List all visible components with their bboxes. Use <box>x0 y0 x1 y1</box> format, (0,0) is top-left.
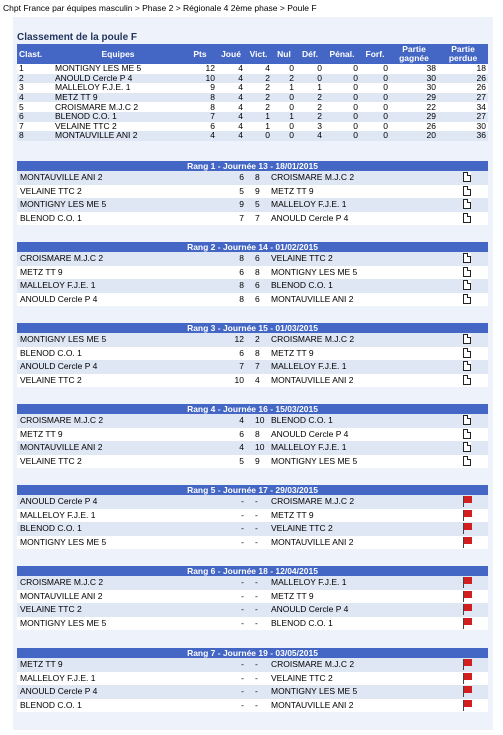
away-score: 10 <box>255 415 265 425</box>
home-score: - <box>241 509 244 520</box>
flag-icon[interactable] <box>463 496 473 507</box>
home-team: MONTAUVILLE ANI 2 <box>20 172 103 182</box>
home-team: METZ TT 9 <box>20 428 63 439</box>
away-score: 4 <box>255 374 260 385</box>
standings-cell-played: 4 <box>217 131 245 141</box>
away-score: - <box>255 496 258 506</box>
standings-cell-penalties: 0 <box>324 112 360 122</box>
home-team: VELAINE TTC 2 <box>20 374 82 385</box>
away-score: - <box>255 686 258 696</box>
match-row <box>17 428 488 442</box>
flag-icon[interactable] <box>463 618 473 629</box>
away-score: - <box>255 523 258 533</box>
flag-icon[interactable] <box>463 510 473 521</box>
document-icon[interactable] <box>463 280 473 291</box>
home-team: CROISMARE M.J.C 2 <box>20 415 104 425</box>
away-score: - <box>255 699 258 710</box>
away-score: - <box>255 604 258 614</box>
standings-cell-losses: 0 <box>296 64 324 74</box>
standings-cell-rank: 8 <box>17 131 53 141</box>
document-icon[interactable] <box>463 361 473 372</box>
standings-cell-losses: 4 <box>296 131 324 141</box>
match-row <box>17 185 488 199</box>
document-icon[interactable] <box>463 375 473 386</box>
standings-cell-games-lost: 26 <box>438 74 488 84</box>
flag-icon[interactable] <box>463 673 473 684</box>
standings-cell-forfeits: 0 <box>360 112 390 122</box>
standings-cell-penalties: 0 <box>324 83 360 93</box>
standings-cell-rank: 4 <box>17 93 53 103</box>
standings-cell-games-won: 30 <box>390 74 438 84</box>
away-team: MALLELOY F.J.E. 1 <box>271 577 347 587</box>
away-team: METZ TT 9 <box>271 347 314 358</box>
standings-cell-draws: 1 <box>272 83 296 93</box>
document-icon[interactable] <box>463 213 473 224</box>
home-score: - <box>241 672 244 683</box>
round-block <box>17 648 488 712</box>
match-row <box>17 536 488 550</box>
round-header: Rang 7 - Journée 19 - 03/05/2015 <box>17 648 488 658</box>
standings-cell-games-lost: 26 <box>438 83 488 93</box>
flag-icon[interactable] <box>463 591 473 602</box>
away-team: MALLELOY F.J.E. 1 <box>271 199 347 209</box>
away-team: MONTIGNY LES ME 5 <box>271 686 358 696</box>
col-header-team[interactable]: Equipes <box>53 44 183 64</box>
standings-cell-draws: 0 <box>272 93 296 103</box>
standings-cell-points: 12 <box>183 64 217 74</box>
round-block <box>17 161 488 225</box>
match-row <box>17 509 488 523</box>
home-score: 5 <box>239 185 244 196</box>
away-score: 7 <box>255 212 260 223</box>
standings-cell-penalties: 0 <box>324 102 360 112</box>
flag-icon[interactable] <box>463 659 473 670</box>
away-score: 10 <box>255 442 265 452</box>
away-team: MONTAUVILLE ANI 2 <box>271 293 354 304</box>
round-block <box>17 404 488 468</box>
standings-cell-points: 6 <box>183 122 217 132</box>
match-row <box>17 333 488 347</box>
standings-cell-rank: 3 <box>17 83 53 93</box>
away-score: - <box>255 536 258 547</box>
away-team: BLENOD C.O. 1 <box>271 280 333 290</box>
away-team: METZ TT 9 <box>271 185 314 196</box>
away-score: - <box>255 590 258 601</box>
standings-cell-wins: 0 <box>245 131 272 141</box>
standings-cell-draws: 2 <box>272 74 296 84</box>
round-header: Rang 5 - Journée 17 - 29/03/2015 <box>17 485 488 495</box>
home-team: MONTIGNY LES ME 5 <box>20 617 107 628</box>
home-score: 12 <box>234 334 244 344</box>
match-row <box>17 441 488 455</box>
standings-cell-played: 4 <box>217 83 245 93</box>
standings-cell-wins: 1 <box>245 112 272 122</box>
away-team: METZ TT 9 <box>271 509 314 520</box>
away-team: MALLELOY F.J.E. 1 <box>271 361 347 371</box>
home-score: - <box>241 617 244 628</box>
home-team: ANOULD Cercle P 4 <box>20 361 98 371</box>
home-team: BLENOD C.O. 1 <box>20 212 82 223</box>
round-block <box>17 242 488 306</box>
away-team: MONTIGNY LES ME 5 <box>271 266 358 277</box>
away-team: CROISMARE M.J.C 2 <box>271 172 355 182</box>
document-icon[interactable] <box>463 348 473 359</box>
standings-cell-losses: 2 <box>296 102 324 112</box>
home-team: METZ TT 9 <box>20 266 63 277</box>
standings-cell-losses: 3 <box>296 122 324 132</box>
standings-cell-played: 4 <box>217 93 245 103</box>
home-score: 6 <box>239 428 244 439</box>
standings-cell-forfeits: 0 <box>360 74 390 84</box>
col-header-played[interactable]: Joué <box>217 44 245 64</box>
away-team: MALLELOY F.J.E. 1 <box>271 442 347 452</box>
standings-cell-wins: 2 <box>245 74 272 84</box>
standings-cell-rank: 1 <box>17 64 53 74</box>
match-row <box>17 617 488 631</box>
standings-cell-points: 8 <box>183 102 217 112</box>
home-score: 4 <box>239 415 244 425</box>
home-score: - <box>241 523 244 533</box>
home-score: - <box>241 590 244 601</box>
match-row <box>17 171 488 185</box>
home-team: BLENOD C.O. 1 <box>20 699 82 710</box>
standings-cell-games-lost: 30 <box>438 122 488 132</box>
standings-header-row <box>17 44 488 64</box>
standings-cell-rank: 2 <box>17 74 53 84</box>
match-row <box>17 414 488 428</box>
home-score: 7 <box>239 361 244 371</box>
standings-cell-points: 9 <box>183 83 217 93</box>
standings-cell-wins: 2 <box>245 93 272 103</box>
standings-cell-forfeits: 0 <box>360 83 390 93</box>
document-icon[interactable] <box>463 442 473 453</box>
away-team: BLENOD C.O. 1 <box>271 415 333 425</box>
flag-icon[interactable] <box>463 537 473 548</box>
match-row <box>17 658 488 672</box>
home-score: 8 <box>239 293 244 304</box>
away-score: 8 <box>255 172 260 182</box>
col-header-penalties[interactable]: Pénal. <box>324 44 360 64</box>
match-row <box>17 279 488 293</box>
standings-row <box>17 131 488 141</box>
document-icon[interactable] <box>463 253 473 264</box>
standings-cell-team[interactable]: CROISMARE M.J.C 2 <box>53 102 183 112</box>
home-team: CROISMARE M.J.C 2 <box>20 577 104 587</box>
standings-cell-draws: 0 <box>272 131 296 141</box>
match-row <box>17 347 488 361</box>
flag-icon[interactable] <box>463 604 473 615</box>
standings-table <box>17 44 488 141</box>
away-score: - <box>255 617 258 628</box>
away-score: 6 <box>255 293 260 304</box>
flag-icon[interactable] <box>463 700 473 711</box>
match-row <box>17 212 488 226</box>
document-icon[interactable] <box>463 429 473 440</box>
flag-icon[interactable] <box>463 577 473 588</box>
match-row <box>17 522 488 536</box>
standings-cell-points: 8 <box>183 93 217 103</box>
standings-cell-team[interactable]: BLENOD C.O. 1 <box>53 112 183 122</box>
match-row <box>17 252 488 266</box>
match-row <box>17 603 488 617</box>
standings-cell-games-lost: 27 <box>438 112 488 122</box>
round-block <box>17 566 488 630</box>
standings-cell-forfeits: 0 <box>360 131 390 141</box>
away-team: CROISMARE M.J.C 2 <box>271 334 355 344</box>
round-header: Rang 1 - Journée 13 - 18/01/2015 <box>17 161 488 171</box>
away-team: CROISMARE M.J.C 2 <box>271 496 355 506</box>
away-score: 6 <box>255 280 260 290</box>
away-score: 8 <box>255 347 260 358</box>
standings-cell-rank: 5 <box>17 102 53 112</box>
home-team: MALLELOY F.J.E. 1 <box>20 509 96 520</box>
standings-cell-draws: 0 <box>272 102 296 112</box>
standings-cell-games-lost: 36 <box>438 131 488 141</box>
away-score: - <box>255 577 258 587</box>
home-score: 4 <box>239 442 244 452</box>
away-score: - <box>255 509 258 520</box>
home-score: - <box>241 699 244 710</box>
col-header-forfeits[interactable]: Forf. <box>360 44 390 64</box>
away-score: 9 <box>255 185 260 196</box>
home-score: - <box>241 604 244 614</box>
standings-cell-team[interactable]: METZ TT 9 <box>53 93 183 103</box>
match-row <box>17 699 488 713</box>
home-team: MALLELOY F.J.E. 1 <box>20 672 96 683</box>
standings-cell-played: 4 <box>217 74 245 84</box>
breadcrumb[interactable]: Chpt France par équipes masculin > Phase 2 > Régionale 4 2ème phase > Poule F <box>3 3 317 13</box>
section-title: Classement de la poule F <box>17 32 138 43</box>
match-row <box>17 672 488 686</box>
standings-cell-forfeits: 0 <box>360 122 390 132</box>
col-header-rank[interactable]: Clast. <box>17 44 53 64</box>
home-score: 8 <box>239 253 244 263</box>
away-score: - <box>255 659 258 669</box>
standings-cell-games-won: 30 <box>390 83 438 93</box>
home-score: 9 <box>239 199 244 209</box>
standings-cell-played: 4 <box>217 102 245 112</box>
document-icon[interactable] <box>463 199 473 210</box>
document-icon[interactable] <box>463 186 473 197</box>
away-team: MONTIGNY LES ME 5 <box>271 455 358 466</box>
away-team: MONTAUVILLE ANI 2 <box>271 699 354 710</box>
standings-cell-games-won: 38 <box>390 64 438 74</box>
standings-cell-wins: 4 <box>245 64 272 74</box>
standings-cell-penalties: 0 <box>324 122 360 132</box>
away-score: 2 <box>255 334 260 344</box>
standings-cell-draws: 1 <box>272 112 296 122</box>
home-score: 6 <box>239 266 244 277</box>
standings-cell-rank: 7 <box>17 122 53 132</box>
standings-cell-played: 4 <box>217 64 245 74</box>
standings-cell-forfeits: 0 <box>360 64 390 74</box>
standings-cell-penalties: 0 <box>324 93 360 103</box>
round-header: Rang 3 - Journée 15 - 01/03/2015 <box>17 323 488 333</box>
home-team: VELAINE TTC 2 <box>20 455 82 466</box>
home-team: VELAINE TTC 2 <box>20 604 82 614</box>
away-score: 6 <box>255 253 260 263</box>
home-score: 10 <box>234 374 244 385</box>
standings-cell-forfeits: 0 <box>360 102 390 112</box>
away-team: VELAINE TTC 2 <box>271 253 333 263</box>
match-row <box>17 198 488 212</box>
standings-cell-penalties: 0 <box>324 131 360 141</box>
standings-cell-games-lost: 34 <box>438 102 488 112</box>
home-team: METZ TT 9 <box>20 659 63 669</box>
match-row <box>17 374 488 388</box>
standings-cell-games-won: 29 <box>390 112 438 122</box>
match-row <box>17 293 488 307</box>
match-row <box>17 495 488 509</box>
round-block <box>17 485 488 549</box>
standings-cell-wins: 2 <box>245 102 272 112</box>
standings-cell-games-lost: 27 <box>438 93 488 103</box>
home-score: - <box>241 686 244 696</box>
away-team: ANOULD Cercle P 4 <box>271 212 349 223</box>
standings-cell-games-won: 26 <box>390 122 438 132</box>
away-team: VELAINE TTC 2 <box>271 523 333 533</box>
away-team: BLENOD C.O. 1 <box>271 617 333 628</box>
standings-cell-penalties: 0 <box>324 64 360 74</box>
standings-cell-games-lost: 18 <box>438 64 488 74</box>
away-score: 7 <box>255 361 260 371</box>
away-team: CROISMARE M.J.C 2 <box>271 659 355 669</box>
home-team: VELAINE TTC 2 <box>20 185 82 196</box>
home-team: MALLELOY F.J.E. 1 <box>20 280 96 290</box>
away-score: - <box>255 672 258 683</box>
away-team: MONTAUVILLE ANI 2 <box>271 536 354 547</box>
document-icon[interactable] <box>463 456 473 467</box>
col-header-games-lost[interactable]: Partie perdue <box>438 44 488 64</box>
home-score: 5 <box>239 455 244 466</box>
home-score: 8 <box>239 280 244 290</box>
home-score: - <box>241 659 244 669</box>
standings-cell-games-won: 22 <box>390 102 438 112</box>
home-score: - <box>241 536 244 547</box>
away-team: MONTAUVILLE ANI 2 <box>271 374 354 385</box>
standings-cell-points: 4 <box>183 131 217 141</box>
home-team: BLENOD C.O. 1 <box>20 347 82 358</box>
standings-cell-games-won: 20 <box>390 131 438 141</box>
standings-cell-losses: 2 <box>296 93 324 103</box>
home-team: MONTIGNY LES ME 5 <box>20 199 107 209</box>
standings-cell-played: 4 <box>217 112 245 122</box>
standings-cell-points: 10 <box>183 74 217 84</box>
col-header-draws[interactable]: Nul <box>272 44 296 64</box>
standings-cell-wins: 1 <box>245 122 272 132</box>
col-header-wins[interactable]: Vict. <box>245 44 272 64</box>
home-team: MONTAUVILLE ANI 2 <box>20 442 103 452</box>
standings-cell-team[interactable]: MONTIGNY LES ME 5 <box>53 64 183 74</box>
home-team: MONTIGNY LES ME 5 <box>20 334 107 344</box>
document-icon[interactable] <box>463 294 473 305</box>
standings-cell-team[interactable]: ANOULD Cercle P 4 <box>53 74 183 84</box>
home-team: ANOULD Cercle P 4 <box>20 686 98 696</box>
home-team: MONTIGNY LES ME 5 <box>20 536 107 547</box>
col-header-games-won[interactable]: Partie gagnée <box>390 44 438 64</box>
standings-cell-games-won: 29 <box>390 93 438 103</box>
match-row <box>17 266 488 280</box>
standings-cell-points: 7 <box>183 112 217 122</box>
standings-cell-wins: 2 <box>245 83 272 93</box>
away-team: ANOULD Cercle P 4 <box>271 604 349 614</box>
flag-icon[interactable] <box>463 523 473 534</box>
home-team: CROISMARE M.J.C 2 <box>20 253 104 263</box>
home-score: 7 <box>239 212 244 223</box>
standings-cell-rank: 6 <box>17 112 53 122</box>
away-score: 8 <box>255 266 260 277</box>
standings-cell-losses: 0 <box>296 74 324 84</box>
away-team: ANOULD Cercle P 4 <box>271 428 349 439</box>
match-row <box>17 590 488 604</box>
round-header: Rang 6 - Journée 18 - 12/04/2015 <box>17 566 488 576</box>
standings-cell-team[interactable]: MONTAUVILLE ANI 2 <box>53 131 183 141</box>
home-score: 6 <box>239 347 244 358</box>
standings-cell-forfeits: 0 <box>360 93 390 103</box>
round-block <box>17 323 488 387</box>
away-score: 8 <box>255 428 260 439</box>
standings-cell-draws: 0 <box>272 122 296 132</box>
standings-row <box>17 93 488 103</box>
standings-cell-team[interactable]: VELAINE TTC 2 <box>53 122 183 132</box>
standings-cell-played: 4 <box>217 122 245 132</box>
match-row <box>17 576 488 590</box>
home-team: BLENOD C.O. 1 <box>20 523 82 533</box>
away-team: VELAINE TTC 2 <box>271 672 333 683</box>
standings-cell-penalties: 0 <box>324 74 360 84</box>
home-team: ANOULD Cercle P 4 <box>20 496 98 506</box>
standings-cell-losses: 1 <box>296 83 324 93</box>
col-header-losses[interactable]: Déf. <box>296 44 324 64</box>
home-score: - <box>241 577 244 587</box>
document-icon[interactable] <box>463 172 473 183</box>
standings-cell-team[interactable]: MALLELOY F.J.E. 1 <box>53 83 183 93</box>
home-score: - <box>241 496 244 506</box>
round-header: Rang 4 - Journée 16 - 15/03/2015 <box>17 404 488 414</box>
col-header-points[interactable]: Pts <box>183 44 217 64</box>
away-team: METZ TT 9 <box>271 590 314 601</box>
standings-cell-draws: 0 <box>272 64 296 74</box>
match-row <box>17 455 488 469</box>
round-header: Rang 2 - Journée 14 - 01/02/2015 <box>17 242 488 252</box>
document-icon[interactable] <box>463 267 473 278</box>
away-score: 5 <box>255 199 260 209</box>
standings-cell-losses: 2 <box>296 112 324 122</box>
match-row <box>17 685 488 699</box>
match-row <box>17 360 488 374</box>
document-icon[interactable] <box>463 415 473 426</box>
home-team: ANOULD Cercle P 4 <box>20 293 98 304</box>
away-score: 9 <box>255 455 260 466</box>
home-score: 6 <box>239 172 244 182</box>
flag-icon[interactable] <box>463 686 473 697</box>
document-icon[interactable] <box>463 334 473 345</box>
home-team: MONTAUVILLE ANI 2 <box>20 590 103 601</box>
